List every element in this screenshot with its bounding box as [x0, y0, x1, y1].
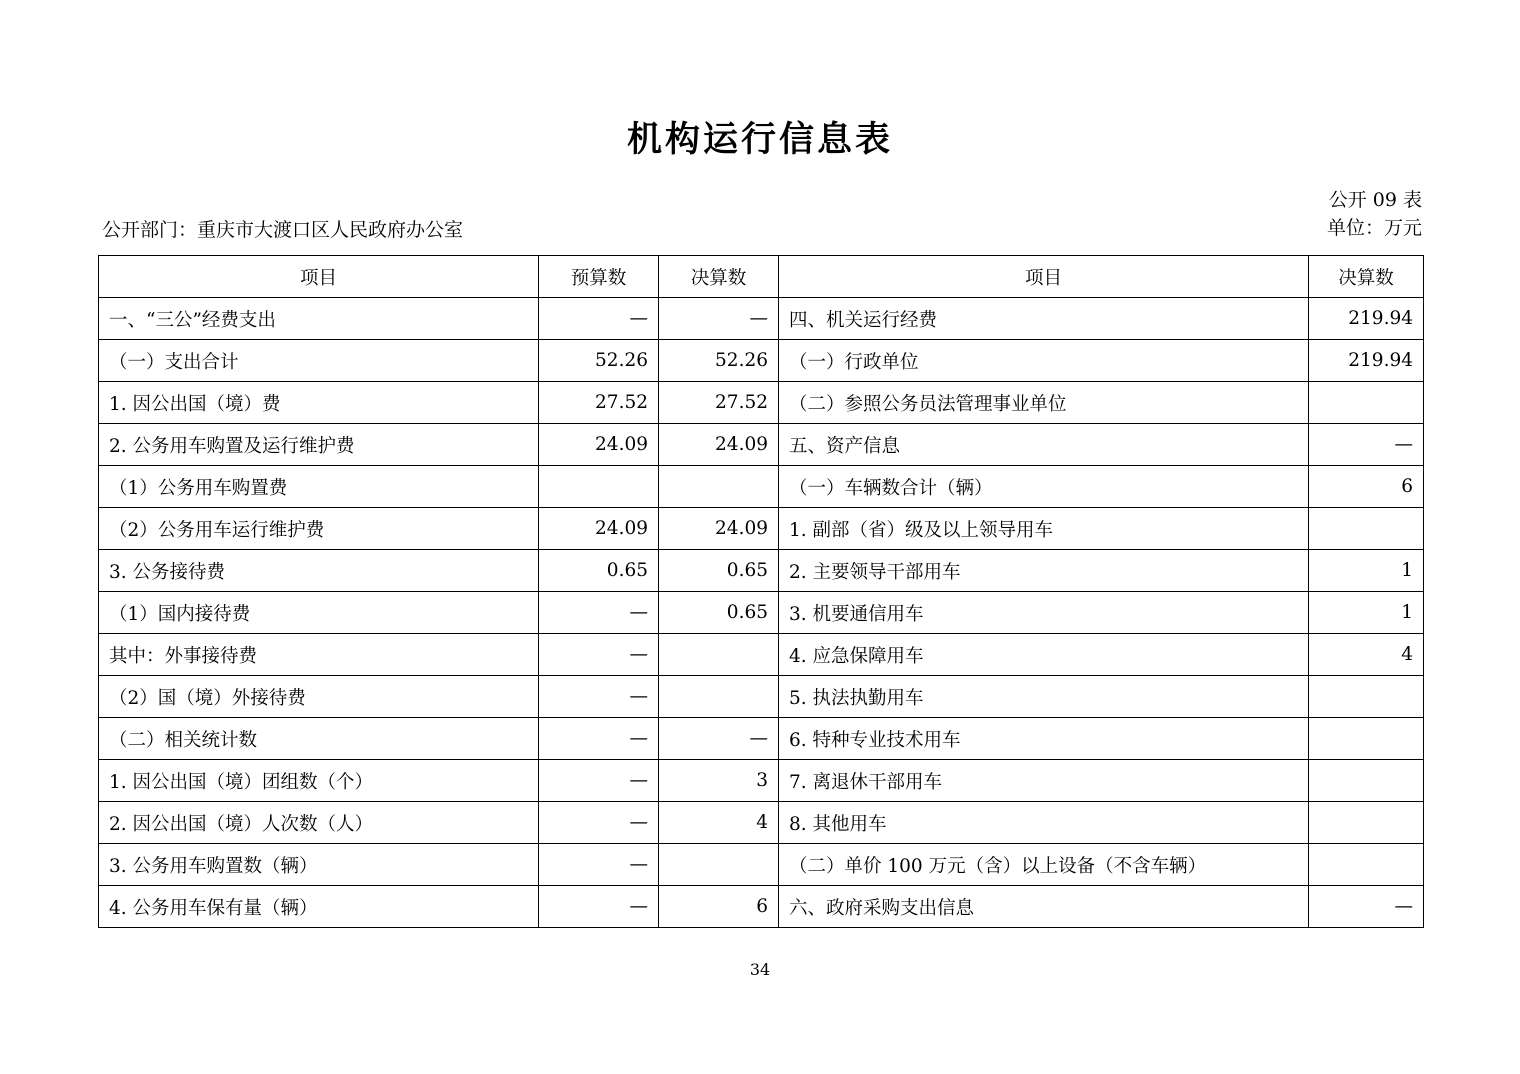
cell-left-item: 2. 因公出国（境）人次数（人）	[99, 802, 539, 844]
cell-right-item: （一）行政单位	[779, 340, 1309, 382]
cell-final-left: —	[659, 718, 779, 760]
cell-final-left: 0.65	[659, 592, 779, 634]
cell-final-left: —	[659, 298, 779, 340]
cell-right-item: 3. 机要通信用车	[779, 592, 1309, 634]
cell-budget: —	[539, 298, 659, 340]
table-row	[99, 424, 1424, 466]
table-row	[99, 802, 1424, 844]
table-row	[99, 634, 1424, 676]
cell-left-item: 1. 因公出国（境）团组数（个）	[99, 760, 539, 802]
cell-final-right: 4	[1309, 634, 1424, 676]
cell-right-item: 4. 应急保障用车	[779, 634, 1309, 676]
cell-final-left	[659, 844, 779, 886]
cell-final-right	[1309, 802, 1424, 844]
cell-budget: 0.65	[539, 550, 659, 592]
cell-final-right	[1309, 718, 1424, 760]
cell-final-left: 27.52	[659, 382, 779, 424]
cell-budget: —	[539, 886, 659, 928]
cell-final-right	[1309, 382, 1424, 424]
cell-budget	[539, 466, 659, 508]
cell-right-item: （二）单价 100 万元（含）以上设备（不含车辆）	[779, 844, 1309, 886]
cell-budget: —	[539, 760, 659, 802]
cell-left-item: （2）国（境）外接待费	[99, 676, 539, 718]
cell-left-item: 2. 公务用车购置及运行维护费	[99, 424, 539, 466]
header-final-left: 决算数	[659, 256, 779, 298]
form-meta	[1327, 186, 1422, 242]
cell-final-right	[1309, 760, 1424, 802]
cell-right-item: 8. 其他用车	[779, 802, 1309, 844]
cell-right-item: 7. 离退休干部用车	[779, 760, 1309, 802]
cell-left-item: 4. 公务用车保有量（辆）	[99, 886, 539, 928]
table-row	[99, 298, 1424, 340]
unit-label: 单位：万元	[1326, 217, 1422, 239]
header-final-right: 决算数	[1309, 256, 1424, 298]
cell-budget: —	[539, 802, 659, 844]
cell-budget: 24.09	[539, 424, 659, 466]
cell-budget: —	[539, 634, 659, 676]
table-row	[99, 382, 1424, 424]
cell-left-item: （1）公务用车购置费	[99, 466, 539, 508]
cell-left-item: （2）公务用车运行维护费	[99, 508, 539, 550]
cell-right-item: 5. 执法执勤用车	[779, 676, 1309, 718]
cell-final-left	[659, 634, 779, 676]
table-row	[99, 676, 1424, 718]
header-budget: 预算数	[539, 256, 659, 298]
cell-final-right	[1309, 844, 1424, 886]
cell-budget: —	[539, 676, 659, 718]
cell-final-right: 1	[1309, 550, 1424, 592]
cell-right-item: 2. 主要领导干部用车	[779, 550, 1309, 592]
cell-final-left	[659, 466, 779, 508]
table-row	[99, 886, 1424, 928]
table-row	[99, 718, 1424, 760]
department-label: 公开部门：重庆市大渡口区人民政府办公室	[102, 219, 464, 241]
cell-left-item: 3. 公务接待费	[99, 550, 539, 592]
cell-final-right: 6	[1309, 466, 1424, 508]
cell-right-item: （一）车辆数合计（辆）	[779, 466, 1309, 508]
cell-final-right: 219.94	[1309, 298, 1424, 340]
table-body	[99, 298, 1424, 928]
cell-final-right	[1309, 508, 1424, 550]
cell-right-item: 四、机关运行经费	[779, 298, 1309, 340]
cell-left-item: （一）支出合计	[99, 340, 539, 382]
cell-final-left: 0.65	[659, 550, 779, 592]
table-row	[99, 760, 1424, 802]
cell-right-item: 1. 副部（省）级及以上领导用车	[779, 508, 1309, 550]
cell-right-item: 五、资产信息	[779, 424, 1309, 466]
table-row	[99, 592, 1424, 634]
table-header	[99, 256, 1424, 298]
cell-budget: 27.52	[539, 382, 659, 424]
cell-left-item: 其中：外事接待费	[99, 634, 539, 676]
institution-operation-table	[98, 255, 1424, 928]
cell-right-item: 六、政府采购支出信息	[779, 886, 1309, 928]
cell-left-item: （1）国内接待费	[99, 592, 539, 634]
cell-left-item: 一、“三公”经费支出	[99, 298, 539, 340]
form-code: 公开 09 表	[1328, 189, 1422, 211]
cell-budget: —	[539, 844, 659, 886]
cell-final-right: 219.94	[1309, 340, 1424, 382]
cell-final-left: 4	[659, 802, 779, 844]
cell-final-right: 1	[1309, 592, 1424, 634]
table-row	[99, 508, 1424, 550]
cell-right-item: （二）参照公务员法管理事业单位	[779, 382, 1309, 424]
table-header-row	[99, 256, 1424, 298]
cell-final-right: —	[1309, 424, 1424, 466]
table-row	[99, 550, 1424, 592]
cell-final-left: 24.09	[659, 508, 779, 550]
cell-final-left: 3	[659, 760, 779, 802]
table-row	[99, 466, 1424, 508]
cell-left-item: （二）相关统计数	[99, 718, 539, 760]
cell-budget: —	[539, 718, 659, 760]
cell-final-left	[659, 676, 779, 718]
cell-final-left: 24.09	[659, 424, 779, 466]
cell-budget: 52.26	[539, 340, 659, 382]
page-title: 机构运行信息表	[626, 119, 893, 160]
cell-budget: —	[539, 592, 659, 634]
cell-final-left: 6	[659, 886, 779, 928]
cell-final-right	[1309, 676, 1424, 718]
table-row	[99, 340, 1424, 382]
cell-final-right: —	[1309, 886, 1424, 928]
cell-budget: 24.09	[539, 508, 659, 550]
page-number: 34	[749, 960, 771, 979]
cell-left-item: 3. 公务用车购置数（辆）	[99, 844, 539, 886]
cell-left-item: 1. 因公出国（境）费	[99, 382, 539, 424]
cell-final-left: 52.26	[659, 340, 779, 382]
table-row	[99, 844, 1424, 886]
header-item-right: 项目	[779, 256, 1309, 298]
cell-right-item: 6. 特种专业技术用车	[779, 718, 1309, 760]
header-item-left: 项目	[99, 256, 539, 298]
